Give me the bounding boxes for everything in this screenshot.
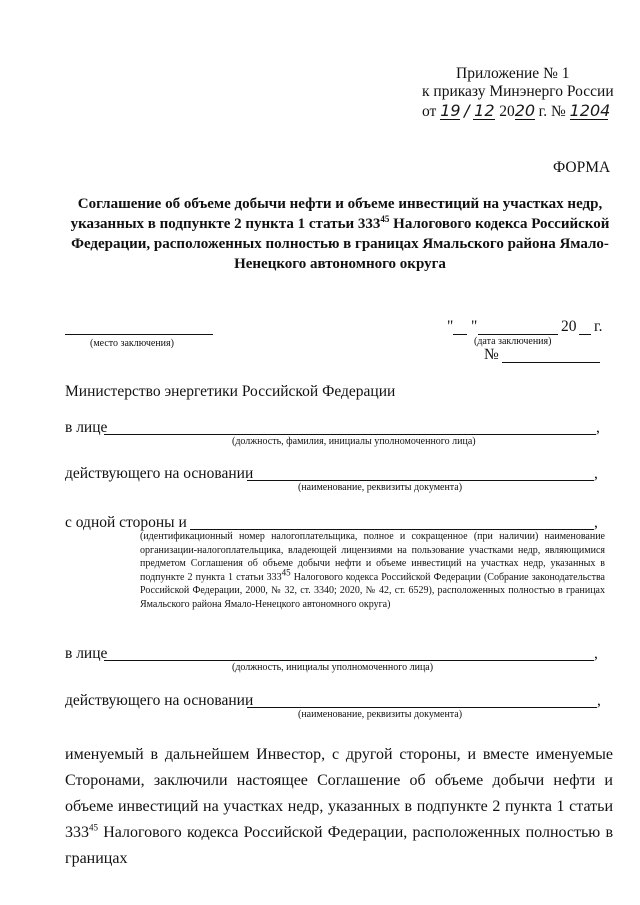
number-line[interactable] [502,362,600,363]
number-label: № [484,346,499,363]
form-label: ФОРМА [553,159,611,176]
year-prefix: 20 [499,103,515,120]
handwritten-year: 20 [514,101,536,120]
date-year-prefix: 20 [561,318,577,335]
rep2-label: в лице [65,645,108,662]
basis2-comma: , [597,692,601,709]
party-comma: , [594,514,598,531]
date-caption: (дата заключения) [474,336,552,347]
basis1-comma: , [594,465,598,482]
order-date-line: от 19 / 12 2020 г. № 1204 [422,101,611,120]
rep2-line[interactable] [104,660,594,661]
place-line[interactable] [65,334,213,335]
place-caption: (место заключения) [90,338,174,349]
basis2-line[interactable] [247,707,597,708]
date-month-line[interactable] [478,334,558,335]
basis1-label: действующего на основании [65,465,254,482]
handwritten-order-number: 1204 [569,101,611,120]
rep1-line[interactable] [104,434,596,435]
handwritten-month: 12 [474,101,495,120]
party-caption: (идентификационный номер налогоплательщика, полное и сокращенное (при наличии) наименование организации-налогоплательщика, владеющей лицензиями на пользование участками недр, являющимися предметом Соглашения об объеме добычи нефти и объеме инвестиций на участках недр, указанных в подпункте 2 пункта 1 статьи 33345 Налогового кодекса Российской Федерации (Собрание законодательства Российской Федерации, 2000, № 32, ст. 3340; 2020, № 42, ст. 6529), расположенных полностью в границах Ямальского района Ямало-Ненецкого автономного округа) [140,531,605,610]
rep2-caption: (должность, инициалы уполномоченного лица) [232,662,434,673]
handwritten-day: 19 [440,101,461,120]
rep1-caption: (должность, фамилия, инициалы уполномоченного лица) [232,436,476,447]
date-quote-open: " [447,318,454,335]
rep2-comma: , [594,645,598,662]
document-title: Соглашение об объеме добычи нефти и объеме инвестиций на участках недр, указанных в подпункте 2 пункта 1 статьи $333^{45}$ Налогового кодекса Российской Федерации, расположенных полностью в границах Ямальского района Ямало-Ненецкого автономного округа [70,196,610,272]
date-year-unit: г. [594,318,603,335]
basis1-caption: (наименование, реквизиты документа) [298,482,463,493]
date-day-line[interactable] [453,334,467,335]
order-reference: к приказу Минэнерго России [422,83,614,100]
date-quote-close: " [471,318,478,335]
basis2-caption: (наименование, реквизиты документа) [298,709,463,720]
ministry-name: Министерство энергетики Российской Федерации [65,383,396,400]
date-prefix: от [422,103,437,120]
rep1-label: в лице [65,419,108,436]
basis1-line[interactable] [247,480,594,481]
date-year-line[interactable] [579,334,591,335]
rep1-comma: , [596,419,600,436]
party-label: с одной стороны и [65,514,187,531]
appendix-label: Приложение № 1 [456,65,570,82]
year-number-label: г. № [538,103,566,120]
basis2-label: действующего на основании [65,692,254,709]
agreement-paragraph: именуемый в дальнейшем Инвестор, с другой стороны, и вместе именуемые Сторонами, заключили настоящее Соглашение об объеме добычи нефти и объеме инвестиций на участках недр, указанных в подпункте 2 пункта 1 статьи $333^{45}$ Налогового кодекса Российской Федерации, расположенных полностью в границах [65,746,613,867]
